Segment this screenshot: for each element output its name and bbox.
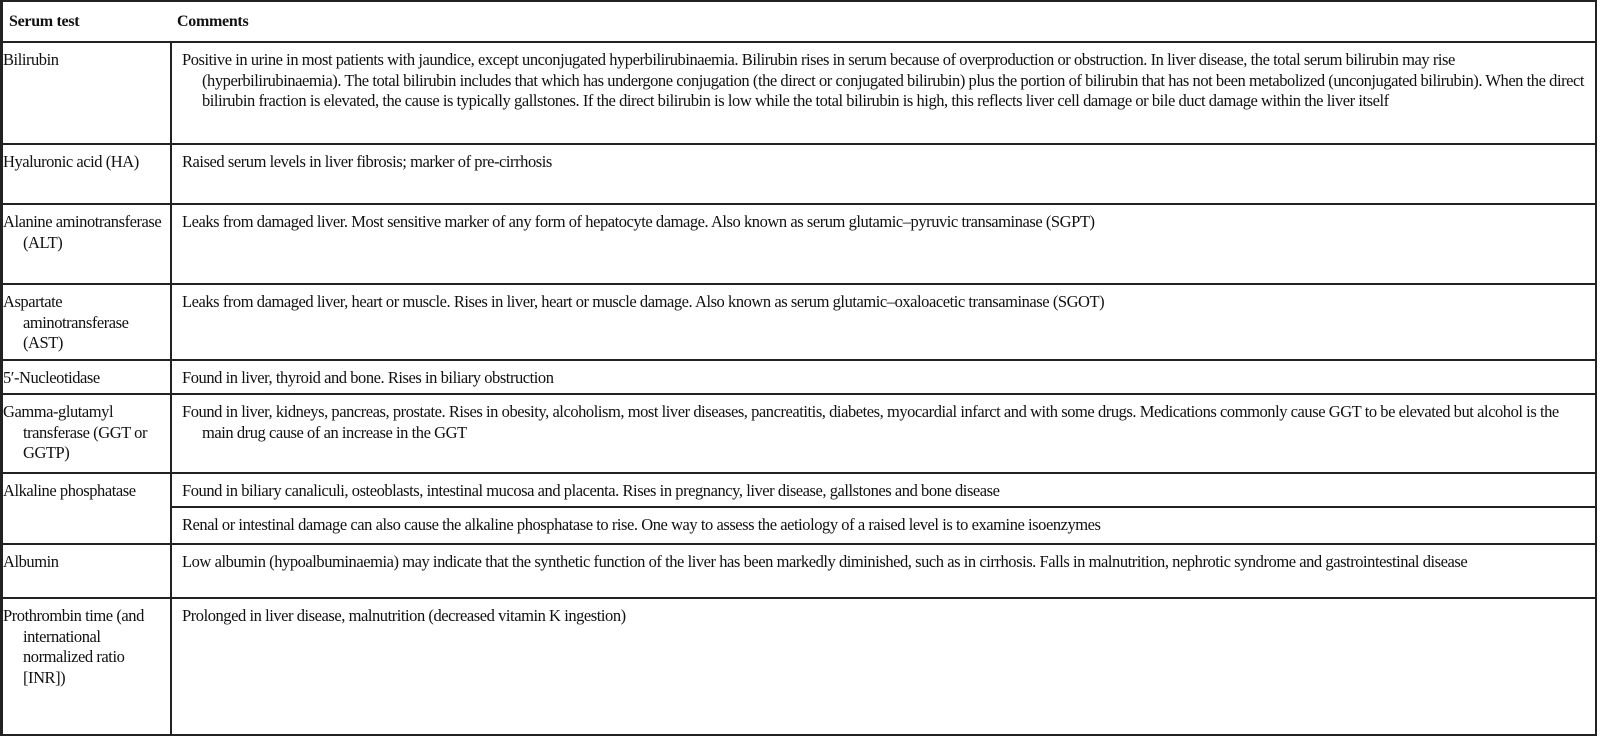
comment-text: Found in biliary canaliculi, osteoblasts, intestinal mucosa and placenta. Rises in pregnancy, liver disease, gallstones and bone disease: [172, 474, 1595, 508]
table-row: [3, 543, 1595, 597]
table-row: [3, 597, 1595, 734]
comments-cell: [172, 395, 1595, 472]
comments-cell: [172, 205, 1595, 283]
table-row: [3, 203, 1595, 283]
comment-text: Found in liver, thyroid and bone. Rises in biliary obstruction: [182, 368, 554, 387]
table-row: [3, 393, 1595, 472]
comment-text: Raised serum levels in liver fibrosis; marker of pre-cirrhosis: [182, 152, 552, 171]
comments-cell: [172, 145, 1595, 203]
table-row: [3, 359, 1595, 393]
serum-test-cell: Bilirubin: [3, 43, 172, 143]
comment-text: Renal or intestinal damage can also cause the alkaline phosphatase to rise. One way to assess the aetiology of a raised level is to examine isoenzymes: [182, 515, 1101, 534]
comment-text: Prolonged in liver disease, malnutrition (decreased vitamin K ingestion): [182, 606, 626, 625]
comment-text: Leaks from damaged liver. Most sensitive marker of any form of hepatocyte damage. Also known as serum glutamic–pyruvic transaminase (SGPT): [182, 212, 1095, 231]
table-row: [3, 283, 1595, 359]
serum-test-cell: Alkaline phosphatase: [3, 474, 172, 543]
table-row: [3, 143, 1595, 203]
comments-cell: [172, 474, 1595, 543]
column-header-serum-test: Serum test: [9, 12, 80, 30]
comments-cell: [172, 361, 1595, 393]
comments-cell: [172, 545, 1595, 597]
comment-text: Low albumin (hypoalbuminaemia) may indicate that the synthetic function of the liver has been markedly diminished, such as in cirrhosis. Falls in malnutrition, nephrotic syndrome and gastrointestinal disease: [182, 552, 1468, 571]
serum-test-cell: Aspartate aminotransferase (AST): [3, 285, 172, 359]
serum-test-cell: Gamma-glutamyl transferase (GGT or GGTP): [3, 395, 172, 472]
serum-test-cell: Albumin: [3, 545, 172, 597]
table-header-row: [3, 2, 1595, 41]
serum-test-cell: 5′-Nucleotidase: [3, 361, 172, 393]
comments-cell: [172, 285, 1595, 359]
serum-test-cell: Hyaluronic acid (HA): [3, 145, 172, 203]
table-row: [3, 41, 1595, 143]
comments-cell: [172, 599, 1595, 734]
serum-test-cell: Prothrombin time (and international normalized ratio [INR]): [3, 599, 172, 734]
serum-test-cell: Alanine aminotransferase (ALT): [3, 205, 172, 283]
comment-text: Found in liver, kidneys, pancreas, prostate. Rises in obesity, alcoholism, most liver diseases, pancreatitis, diabetes, myocardial infarct and with some drugs. Medications commonly cause GGT to be elevated but alcohol is the main drug cause of an increase in the GGT: [182, 402, 1559, 442]
column-header-comments: Comments: [177, 12, 249, 30]
comment-text: Positive in urine in most patients with jaundice, except unconjugated hyperbilirubinaemia. Bilirubin rises in serum because of overproduction or obstruction. In liver disease, the total serum bilirubin may rise (hyperbilirubinaemia). The total bilirubin includes that which has undergone conjugation (the direct or conjugated bilirubin) plus the portion of bilirubin that has not been metabolized (unconjugated bilirubin). When the direct bilirubin fraction is elevated, the cause is typically gallstones. If the direct bilirubin is low while the total bilirubin is high, this reflects liver cell damage or bile duct damage within the liver itself: [182, 50, 1585, 110]
table-row: [3, 472, 1595, 543]
comment-text: Leaks from damaged liver, heart or muscle. Rises in liver, heart or muscle damage. Also known as serum glutamic–oxaloacetic transaminase (SGOT): [182, 292, 1105, 311]
comments-cell: [172, 43, 1595, 143]
